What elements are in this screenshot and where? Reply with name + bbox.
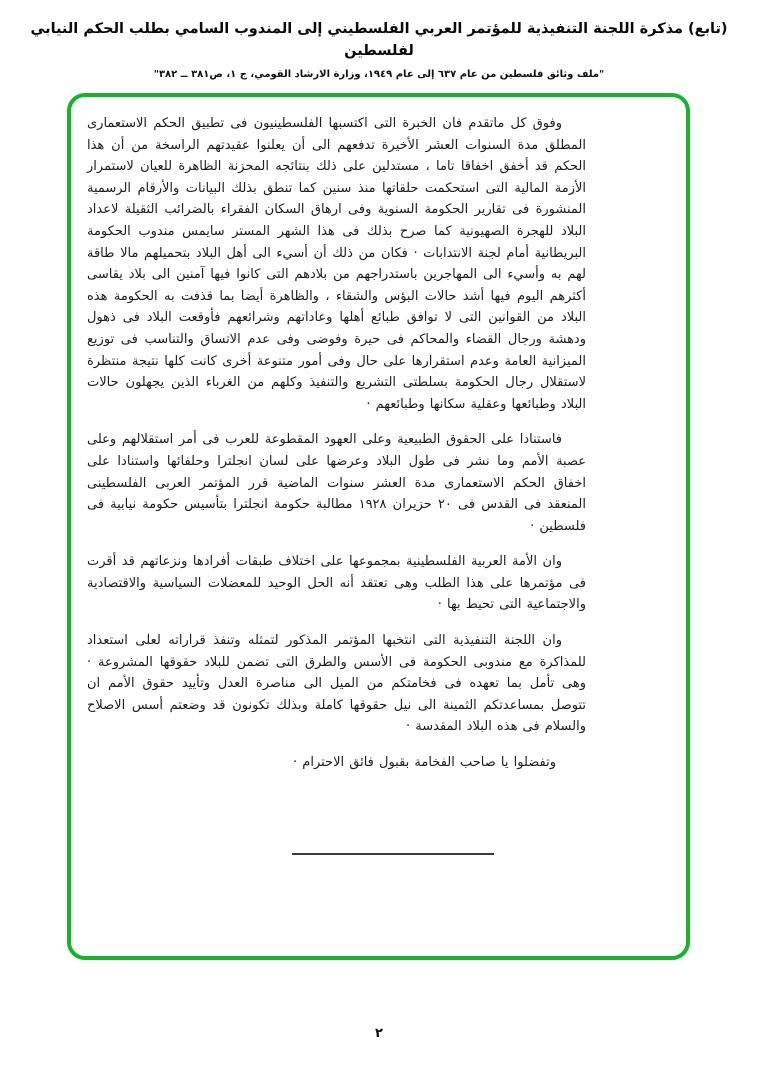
memorandum-body-text [87,113,586,774]
document-header [0,18,758,82]
paragraph-demand-for-representative-government: فاستنادا على الحقوق الطبيعية وعلى العهود المقطوعة للعرب فى أمر استقلالهم وعلى عصبة الأمم وما نشر فى طول البلاد وعرضها على لسان انجلترا وحلفائها واستنادا على اخفاق الحكم الاستعمارى مدة العشر سنوات الماضية قرر المؤتمر العربى الفلسطينى المنعقد فى القدس فى ٢٠ حزيران ١٩٢٨ مطالبة حكومة انجلترا بتأسيس حكومة نيابية فى فلسطين · [87,432,587,534]
paragraph-experience-of-colonial-rule: وفوق كل ماتقدم فان الخبرة التى اكتسبها الفلسطينيون فى تطبيق الحكم الاستعمارى المطلق مدة السنوات العشر الأخيرة تدفعهم الى أن يعلنوا عقيدتهم الراسخة من أن هذا الحكم قد أخفق اخفاقا تاما ، مستدلين على ذلك بنتائجه المحزنة الظاهرة للعيان لاستمرار الأزمة المالية التى استحكمت حلقاتها منذ سنين كما تنطق بذلك البيانات والأرقام الرسمية المنشورة فى تقارير الحكومة السنوية وفى ارهاق السكان الفقراء بالضرائب الثقيلة لاعداد البلاد للهجرة الصهيونية كما صرح بذلك فى هذا الشهر المستر سايمس مندوب الحكومة البريطانية أمام لجنة الانتدابات · فكان من ذلك أن أسيء الى أهل البلاد بتحميلهم مالا طاقة لهم به وأسيء الى المهاجرين باستدراجهم من بلادهم التى كانوا فيها آمنين الى بلاد يقاسى أكثرهم اليوم فيها أشد حالات البؤس والشقاء ، والظاهرة أيضا بما قذفت به الحكومة هذه البلاد من القوانين التى لا توافق طبائع أهلها وعاداتهم وشرائعهم فأوقعت البلاد فى ذهول ودهشة ورجال القضاء والمحاكم فى حيرة وفوضى وفى عدم الاتساق والتناسب فى توزيع الميزانية العامة وعدم استقرارها على حال وفى أمور متنوعة أخرى كانت كلها نتيجة منتظرة لاستقلال رجال الحكومة بسلطتى التشريع والتنفيذ وكلهم من الغرباء الذين يجهلون حالات البلاد وطبائعها وعقلية سكانها وطبائعهم · [87,116,586,412]
green-border-frame [67,93,690,960]
paragraph-closing-salutation: وتفضلوا يا صاحب الفخامة بقبول فائق الاحترام · [293,755,556,771]
document-title: (تابع) مذكرة اللجنة التنفيذية للمؤتمر العربي الفلسطيني إلى المندوب السامي بطلب الحكم النيابي لفلسطين [30,21,728,59]
separator-line [292,853,494,855]
page-number: ٢ [375,1026,383,1041]
document-source-citation: "ملف وثائق فلسطين من عام ٦٣٧ إلى عام ١٩٤٩، وزارة الارشاد القومي، ج ١، ص٣٨١ ــ ٣٨٢" [153,69,605,80]
paragraph-executive-committee-readiness: وان اللجنة التنفيذية التى انتخبها المؤتمر المذكور لتمثله وتنفذ قراراته لعلى استعداد للمذاكرة مع مندوبى الحكومة فى الأسس والطرق التى تضمن للبلاد حقوقها المشروعة · وهى تأمل بما تعهده فى فخامتكم من الميل الى مناصرة العدل وتأييد حقوق الأمم ان تتوصل بمساعدتكم الثمينة الى نيل حقوقها كاملة وبذلك تكونون قد وضعتم أسس الاصلاح والسلام فى هذه البلاد المقدسة · [87,633,586,735]
paragraph-nation-endorsement: وان الأمة العربية الفلسطينية بمجموعها على اختلاف طبقات أفرادها ونزعاتهم قد أقرت فى مؤتمرها على هذا الطلب وهى تعتقد أنه الحل الوحيد للمعضلات السياسية والاقتصادية والاجتماعية التى تحيط بها · [87,554,586,613]
